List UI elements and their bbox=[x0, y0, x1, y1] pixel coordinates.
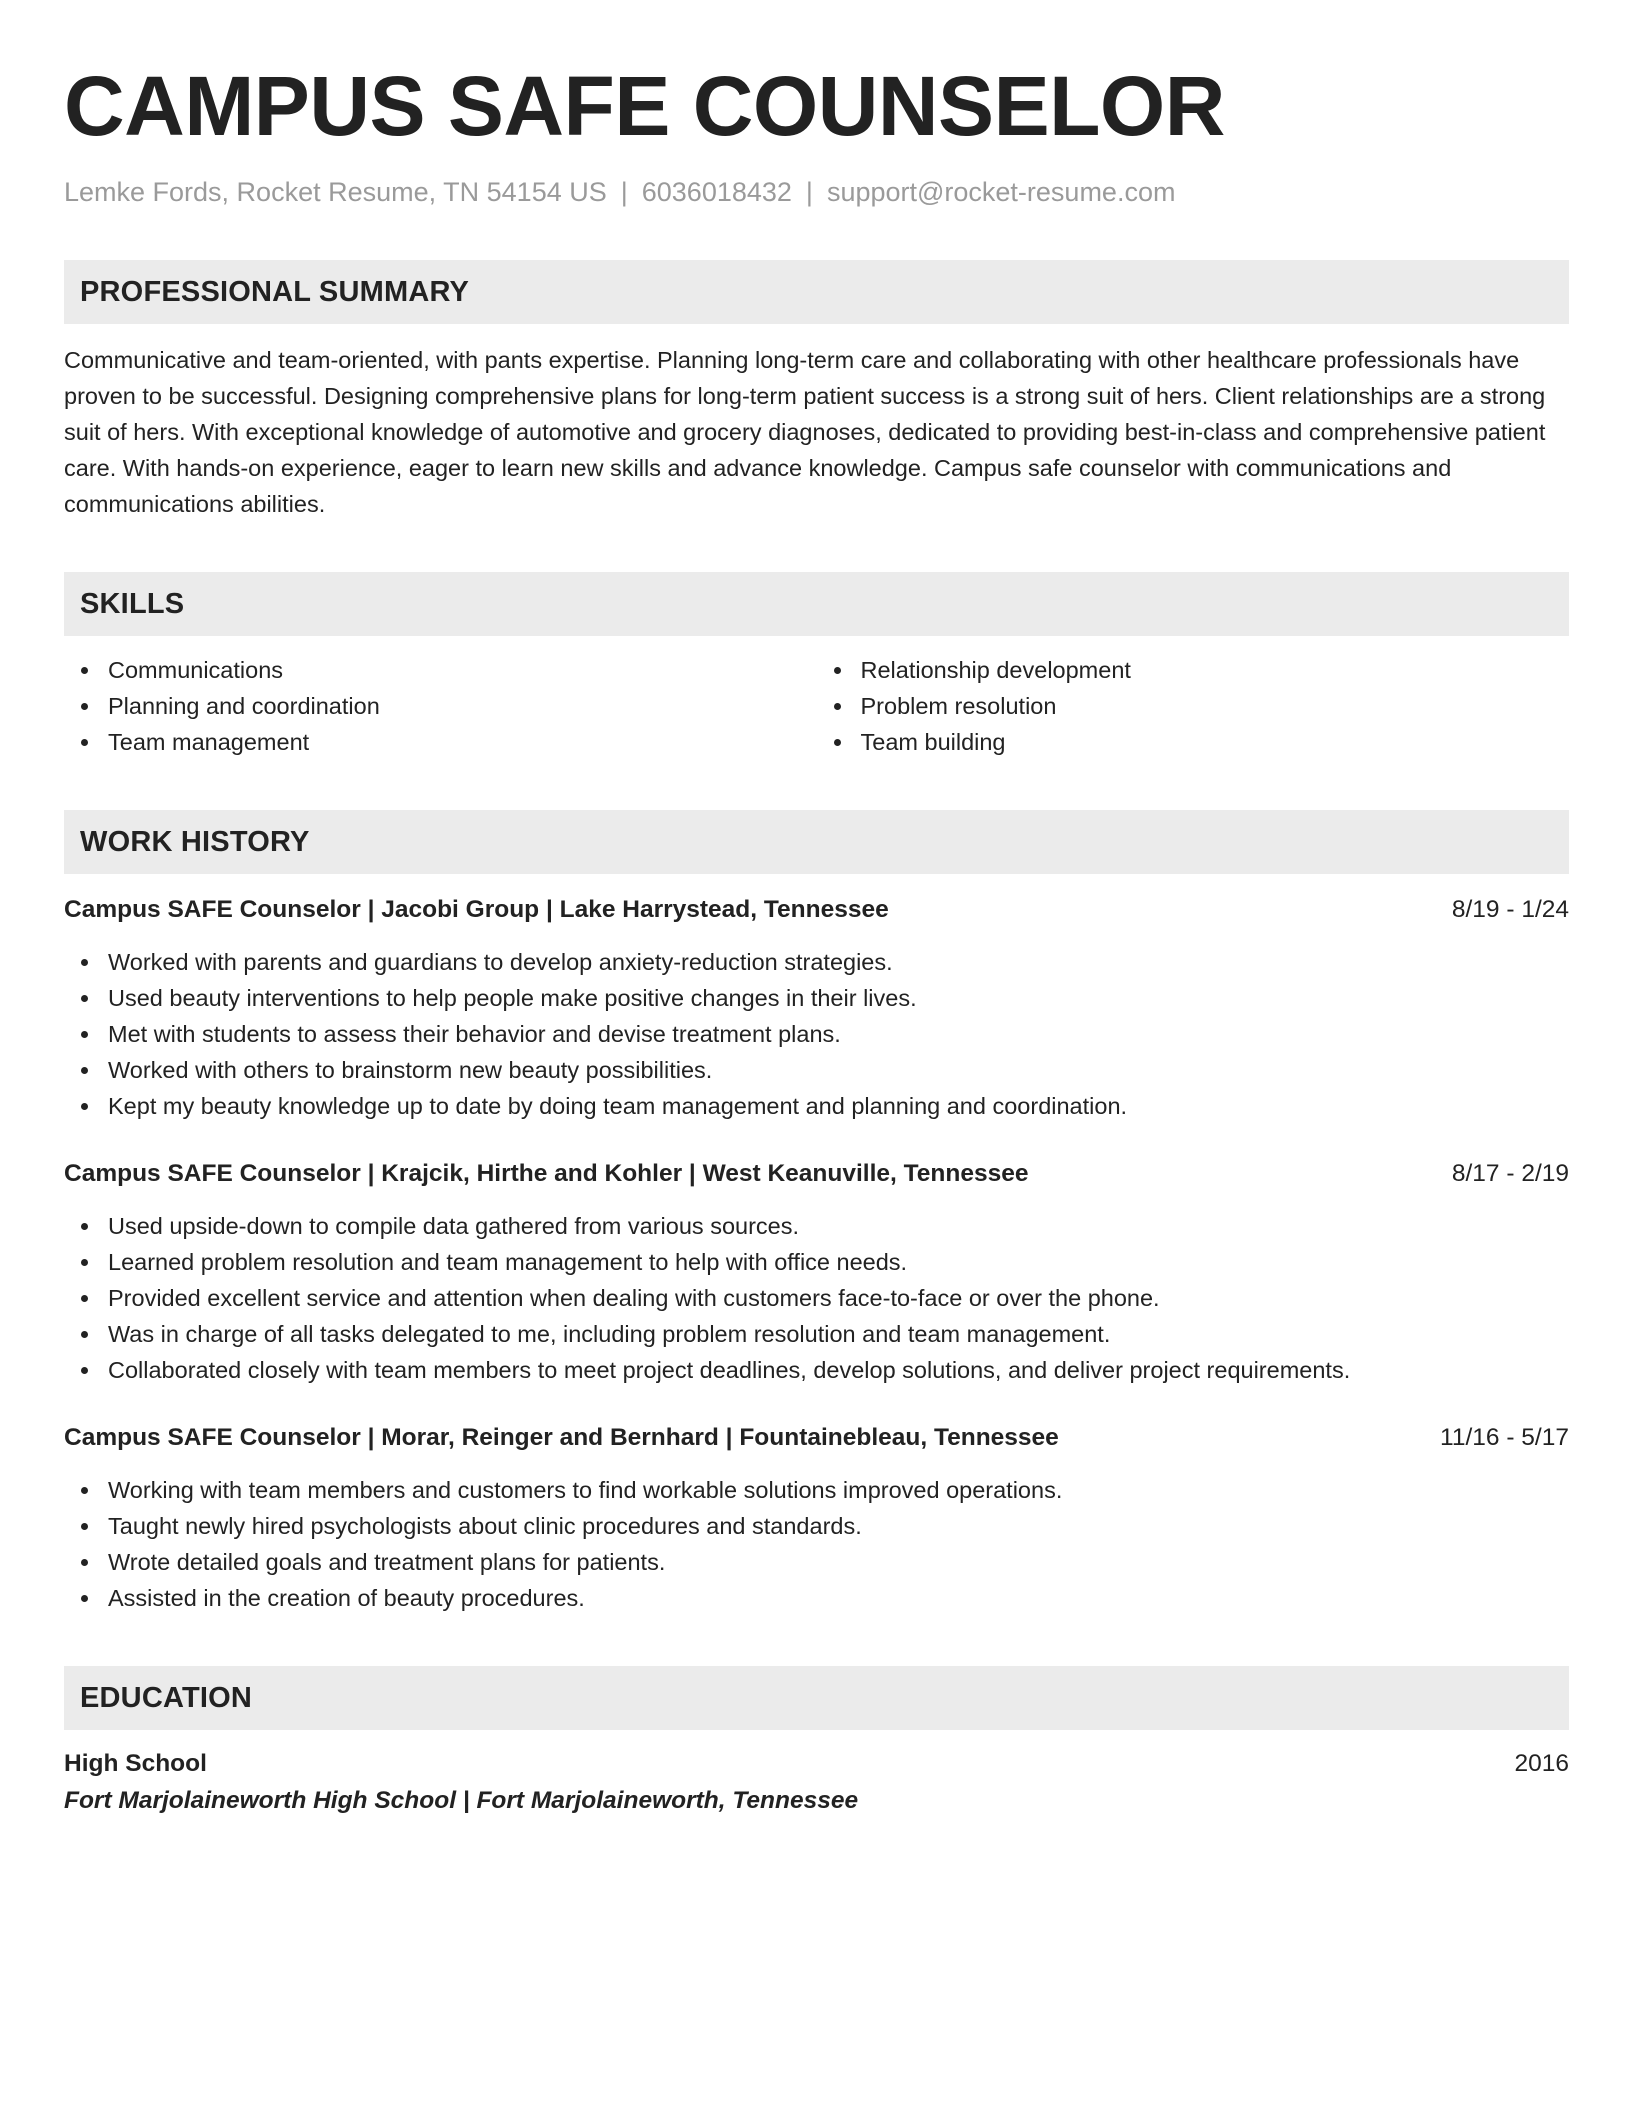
job-duty: Worked with parents and guardians to develop anxiety-reduction strategies. bbox=[64, 944, 1569, 980]
skill-item: Problem resolution bbox=[817, 688, 1570, 724]
job-duty: Assisted in the creation of beauty procedures. bbox=[64, 1580, 1569, 1616]
job-duty: Wrote detailed goals and treatment plans for patients. bbox=[64, 1544, 1569, 1580]
skills-list bbox=[64, 652, 1569, 760]
skills-column-left bbox=[64, 652, 817, 760]
education-degree: High School bbox=[64, 1750, 207, 1777]
contact-separator: | bbox=[805, 177, 813, 207]
job-entry bbox=[64, 892, 1569, 1124]
contact-line bbox=[64, 174, 1569, 210]
job-title: Campus SAFE Counselor | Krajcik, Hirthe and Kohler | West Keanuville, Tennessee bbox=[64, 1160, 1029, 1187]
job-entry bbox=[64, 1420, 1569, 1616]
skill-item: Relationship development bbox=[817, 652, 1570, 688]
job-duty: Working with team members and customers to find workable solutions improved operations. bbox=[64, 1472, 1569, 1508]
education-header bbox=[64, 1746, 1569, 1782]
summary-text: Communicative and team-oriented, with pants expertise. Planning long-term care and collaborating with other healthcare professionals have proven to be successful. Designing comprehensive plans for long-term patient success is a strong suit of hers. Client relationships are a strong suit of hers. With exceptional knowledge of automotive and grocery diagnoses, dedicated to providing best-in-class and comprehensive patient care. With hands-on experience, eager to learn new skills and advance knowledge. Campus safe counselor with communications and communications abilities. bbox=[64, 347, 1546, 517]
education-entry bbox=[64, 1746, 1569, 1820]
education-school: Fort Marjolaineworth High School | Fort Marjolaineworth, Tennessee bbox=[64, 1787, 859, 1814]
skill-item: Communications bbox=[64, 652, 817, 688]
contact-address: Lemke Fords, Rocket Resume, TN 54154 US bbox=[64, 177, 607, 207]
job-duties bbox=[64, 1208, 1569, 1388]
job-dates: 8/19 - 1/24 bbox=[1451, 896, 1569, 923]
job-title: Campus SAFE Counselor | Morar, Reinger and Bernhard | Fountainebleau, Tennessee bbox=[64, 1424, 1059, 1451]
job-duty: Worked with others to brainstorm new beauty possibilities. bbox=[64, 1052, 1569, 1088]
skill-item: Team management bbox=[64, 724, 817, 760]
section-heading-education: EDUCATION bbox=[64, 1666, 1569, 1730]
education-year: 2016 bbox=[1514, 1750, 1569, 1777]
job-duty: Met with students to assess their behavior and devise treatment plans. bbox=[64, 1016, 1569, 1052]
job-duties bbox=[64, 1472, 1569, 1616]
job-duty: Was in charge of all tasks delegated to me, including problem resolution and team management. bbox=[64, 1316, 1569, 1352]
job-entry bbox=[64, 1156, 1569, 1388]
contact-phone: 6036018432 bbox=[641, 177, 792, 207]
job-title: Campus SAFE Counselor | Jacobi Group | Lake Harrystead, Tennessee bbox=[64, 896, 889, 923]
section-heading-summary: PROFESSIONAL SUMMARY bbox=[64, 260, 1569, 324]
contact-email: support@rocket-resume.com bbox=[826, 177, 1176, 207]
candidate-name: CAMPUS SAFE COUNSELOR bbox=[64, 59, 1225, 153]
job-header bbox=[64, 1420, 1569, 1456]
job-dates: 8/17 - 2/19 bbox=[1451, 1160, 1569, 1187]
contact-separator: | bbox=[620, 177, 628, 207]
skill-item: Planning and coordination bbox=[64, 688, 817, 724]
section-heading-work-history: WORK HISTORY bbox=[64, 810, 1569, 874]
job-duties bbox=[64, 944, 1569, 1124]
section-heading-skills: SKILLS bbox=[64, 572, 1569, 636]
job-duty: Collaborated closely with team members to meet project deadlines, develop solutions, and deliver project requirements. bbox=[64, 1352, 1569, 1388]
job-header bbox=[64, 892, 1569, 928]
skills-column-right bbox=[817, 652, 1570, 760]
job-header bbox=[64, 1156, 1569, 1192]
job-duty: Provided excellent service and attention when dealing with customers face-to-face or over the phone. bbox=[64, 1280, 1569, 1316]
job-dates: 11/16 - 5/17 bbox=[1440, 1424, 1569, 1451]
job-duty: Kept my beauty knowledge up to date by doing team management and planning and coordination. bbox=[64, 1088, 1569, 1124]
skill-item: Team building bbox=[817, 724, 1570, 760]
job-duty: Used upside-down to compile data gathered from various sources. bbox=[64, 1208, 1569, 1244]
job-duty: Taught newly hired psychologists about clinic procedures and standards. bbox=[64, 1508, 1569, 1544]
job-duty: Learned problem resolution and team management to help with office needs. bbox=[64, 1244, 1569, 1280]
job-duty: Used beauty interventions to help people make positive changes in their lives. bbox=[64, 980, 1569, 1016]
